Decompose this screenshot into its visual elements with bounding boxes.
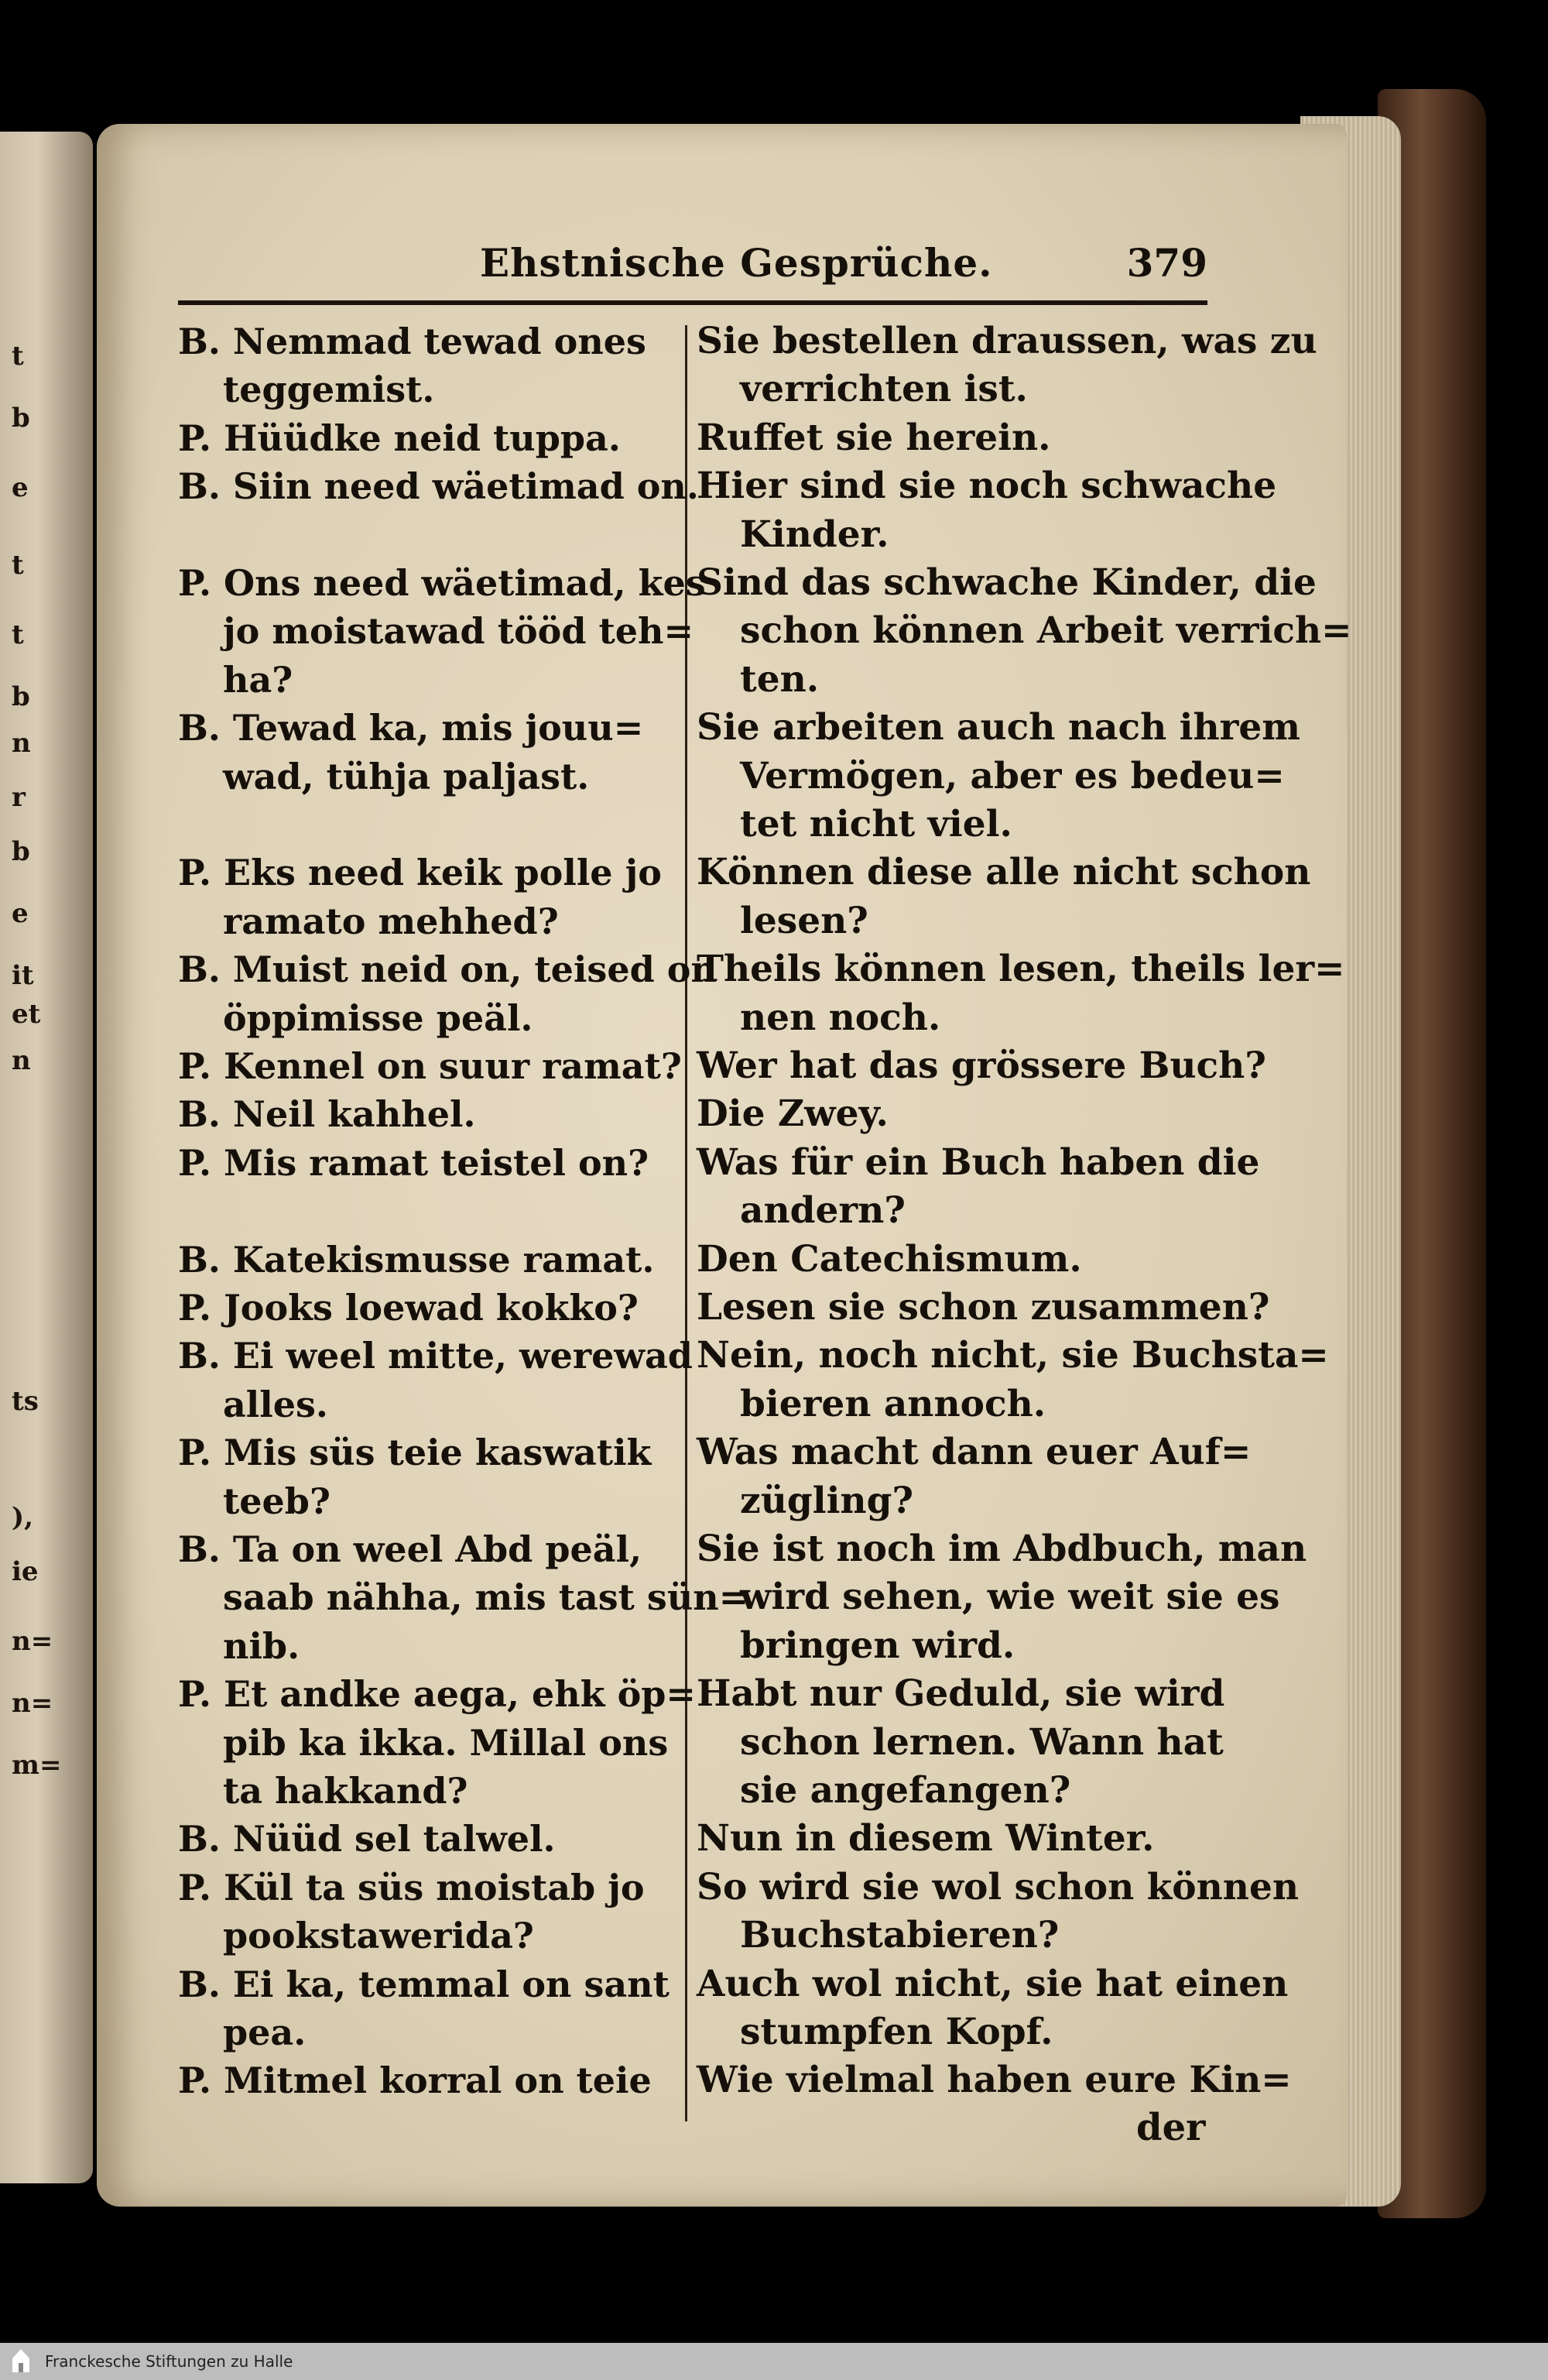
- facing-page-fragment: t: [12, 341, 24, 372]
- text-line: verrichten ist.: [740, 368, 1028, 411]
- text-line: Buchstabieren?: [740, 1914, 1060, 1957]
- text-line: ta hakkand?: [223, 1770, 468, 1812]
- text-line: Lesen sie schon zusammen?: [697, 1286, 1270, 1329]
- text-line: P. Et andke aega, ehk öp=: [178, 1673, 696, 1716]
- text-line: Sie arbeiten auch nach ihrem: [697, 706, 1301, 749]
- text-line: B. Tewad ka, mis jouu=: [178, 707, 644, 749]
- text-line: sie angefangen?: [740, 1769, 1071, 1812]
- text-line: pookstawerida?: [223, 1915, 534, 1957]
- text-line: Hier sind sie noch schwache: [697, 465, 1277, 508]
- facing-page-fragment: n=: [12, 1688, 53, 1719]
- text-line: B. Muist neid on, teised on: [178, 948, 717, 991]
- text-line: Habt nur Geduld, sie wird: [697, 1672, 1225, 1716]
- text-line: alles.: [223, 1383, 328, 1425]
- text-line: zügling?: [740, 1479, 914, 1522]
- text-line: B. Siin need wäetimad on.: [178, 465, 699, 508]
- german-column: [697, 317, 1352, 2145]
- text-line: B. Neil kahhel.: [178, 1093, 476, 1136]
- text-line: bieren annoch.: [740, 1382, 1046, 1425]
- text-line: P. Hüüdke neid tuppa.: [178, 417, 621, 459]
- text-line: stumpfen Kopf.: [740, 2011, 1053, 2053]
- text-line: Sie ist noch im Abdbuch, man: [697, 1528, 1307, 1570]
- text-line: Auch wol nicht, sie hat einen: [697, 1962, 1289, 2005]
- text-line: Kinder.: [740, 513, 889, 556]
- facing-page-fragment: b: [12, 836, 30, 867]
- running-header: [178, 232, 1207, 302]
- text-line: schon lernen. Wann hat: [740, 1720, 1224, 1764]
- text-line: schon können Arbeit verrich=: [740, 609, 1352, 653]
- text-line: B. Ei ka, temmal on sant: [178, 1963, 670, 2005]
- facing-page-fragment: b: [12, 681, 30, 712]
- text-line: P. Mitmel korral on teie: [178, 2059, 652, 2102]
- estonian-column: [178, 317, 749, 2145]
- text-line: nib.: [223, 1624, 300, 1667]
- footer-credit: Franckesche Stiftungen zu Halle: [45, 2352, 293, 2371]
- text-line: B. Nüüd sel talwel.: [178, 1818, 556, 1860]
- facing-page-fragment: e: [12, 472, 29, 503]
- facing-page-fragment: et: [12, 999, 41, 1030]
- facing-page-fragment: t: [12, 619, 24, 650]
- text-line: saab nähha, mis tast sün=: [223, 1576, 749, 1619]
- text-line: teggemist.: [223, 369, 435, 411]
- text-line: P. Ons need wäetimad, kes: [178, 562, 706, 604]
- text-line: P. Mis süs teie kaswatik: [178, 1432, 652, 1474]
- facing-page-fragment: n: [12, 728, 31, 759]
- text-line: pib ka ikka. Millal ons: [223, 1721, 669, 1764]
- text-line: ha?: [223, 658, 293, 701]
- text-line: Theils können lesen, theils ler=: [697, 948, 1345, 991]
- text-line: Was macht dann euer Auf=: [697, 1431, 1252, 1474]
- text-line: P. Mis ramat teistel on?: [178, 1141, 649, 1184]
- running-title: Ehstnische Gesprüche.: [480, 240, 993, 286]
- text-line: Sie bestellen draussen, was zu: [697, 320, 1317, 362]
- text-line: P. Kül ta süs moistab jo: [178, 1866, 645, 1908]
- facing-page-fragment: n=: [12, 1626, 53, 1657]
- text-line: Die Zwey.: [697, 1092, 889, 1136]
- facing-page-fragment: b: [12, 403, 30, 434]
- text-line: Nein, noch nicht, sie Buchsta=: [697, 1334, 1329, 1377]
- text-line: pea.: [223, 2011, 307, 2053]
- facing-page-fragment: e: [12, 898, 29, 929]
- text-line: ten.: [740, 657, 820, 701]
- facing-page-fragment: m=: [12, 1750, 62, 1781]
- text-line: jo moistawad tööd teh=: [223, 610, 694, 653]
- text-line: tet nicht viel.: [740, 803, 1012, 845]
- text-line: nen noch.: [740, 996, 941, 1039]
- text-line: P. Jooks loewad kokko?: [178, 1287, 639, 1329]
- text-line: B. Katekismusse ramat.: [178, 1238, 655, 1281]
- text-line: lesen?: [740, 899, 868, 942]
- text-line: Ruffet sie herein.: [697, 416, 1051, 459]
- text-line: wad, tühja paljast.: [223, 755, 590, 797]
- text-line: Was für ein Buch haben die: [697, 1140, 1260, 1184]
- text-line: ramato mehhed?: [223, 900, 559, 942]
- text-line: bringen wird.: [740, 1624, 1015, 1667]
- text-line: wird sehen, wie weit sie es: [740, 1576, 1280, 1619]
- page-number: 379: [1126, 240, 1207, 286]
- header-rule: [178, 300, 1207, 305]
- text-line: P. Eks need keik polle jo: [178, 852, 662, 894]
- facing-page-fragment: n: [12, 1045, 31, 1076]
- text-line: Wie vielmal haben eure Kin=: [697, 2059, 1292, 2102]
- text-line: teeb?: [223, 1480, 330, 1522]
- text-line: Sind das schwache Kinder, die: [697, 561, 1317, 604]
- text-line: B. Ei weel mitte, werewad: [178, 1335, 693, 1377]
- facing-page-fragment: r: [12, 782, 26, 813]
- facing-page-fragment: ),: [12, 1502, 33, 1533]
- footer-bar: [0, 2343, 1548, 2380]
- text-line: So wird sie wol schon können: [697, 1865, 1300, 1908]
- text-line: Wer hat das grössere Buch?: [697, 1044, 1266, 1087]
- facing-page-fragment: t: [12, 550, 24, 581]
- facing-page-fragment: it: [12, 960, 34, 991]
- text-line: P. Kennel on suur ramat?: [178, 1045, 682, 1087]
- institution-logo-icon: [11, 2347, 31, 2375]
- text-line: andern?: [740, 1189, 906, 1233]
- facing-page-fragment: ie: [12, 1556, 39, 1587]
- text-line: Den Catechismum.: [697, 1237, 1082, 1281]
- text-line: Können diese alle nicht schon: [697, 851, 1311, 894]
- facing-page-fragment: ts: [12, 1386, 39, 1417]
- catchword: der: [1136, 2106, 1206, 2149]
- text-line: B. Nemmad tewad ones: [178, 321, 646, 362]
- text-line: Vermögen, aber es bedeu=: [740, 754, 1285, 797]
- text-line: B. Ta on weel Abd peäl,: [178, 1528, 642, 1570]
- facing-page-edge: [0, 132, 93, 2183]
- text-line: Nun in diesem Winter.: [697, 1817, 1155, 1860]
- text-line: öppimisse peäl.: [223, 996, 533, 1039]
